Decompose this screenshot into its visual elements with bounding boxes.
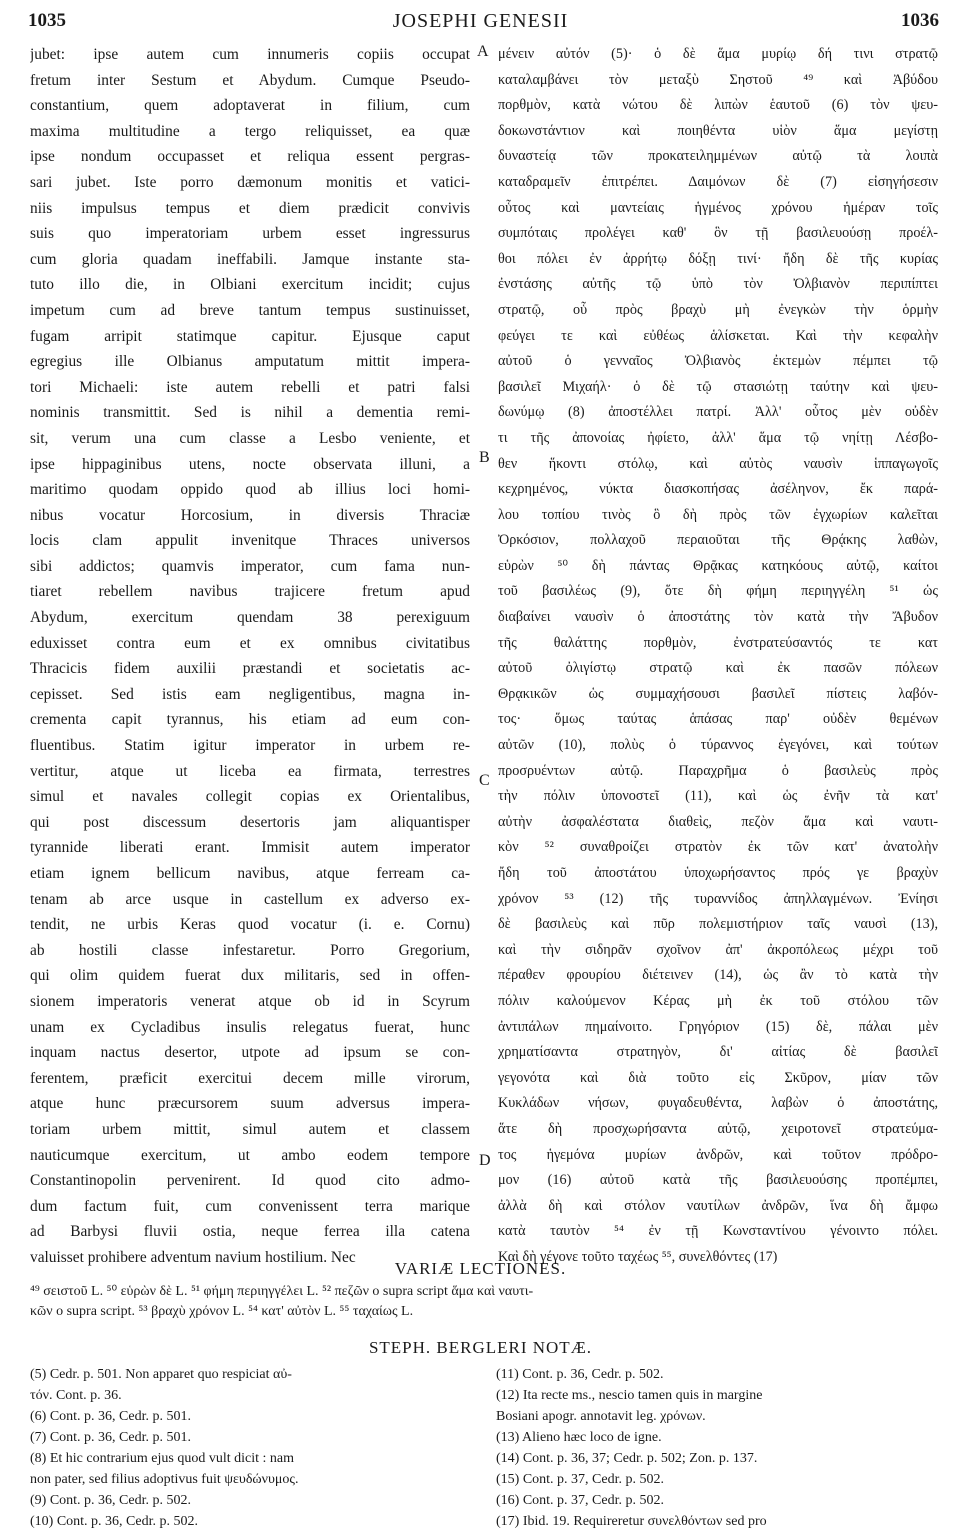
greek-text-line: προσρυέντων αὐτῷ. Παραχρῆμα ὁ βασιλεὺς πρὸς [498,762,938,779]
note-line: (13) Alieno hæc loco de igne. [496,1430,662,1445]
note-line: (9) Cont. p. 36, Cedr. p. 502. [30,1493,191,1508]
greek-text-line: Ὀρκόσιον, πολλαχοῦ περαιοῦται τῆς Θρᾴκης λαθὼν, [498,532,938,549]
note-line: (7) Cont. p. 36, Cedr. p. 501. [30,1430,191,1445]
greek-text-line: οὗτος καὶ μαντείαις ἡγμένος χρόνου ἡμέραν τοῖς [498,199,938,216]
latin-text-line: locis clam appulit invenitque Thraces universos [30,532,470,550]
latin-text-line: Abydum, exercitum quendam 38 perexiguum [30,609,470,627]
variae-lectiones-line: ⁴⁹ σειστοῦ L. ⁵⁰ εὑρὼν δὲ L. ⁵¹ φήμη περιηγγέλει L. ⁵² πεζῶν o supra script ἅμα καὶ ναυτι- [30,1284,534,1299]
latin-text-line: qui post discessum desertoris jam aliquantisper [30,813,470,831]
greek-text-line: δυναστείᾳ τῶν προκατειλημμένων αὐτῷ τὰ λοιπὰ [498,148,938,165]
latin-column [30,42,470,1271]
latin-text-line: tuto illo die, in Olbiani exercitum incidit; cujus [30,276,470,294]
latin-text-line: niis impulsus tempus et diem prædicit convivis [30,199,470,217]
latin-text-line: cum gloria quadam ineffabili. Jamque instante sta- [30,250,470,268]
latin-text-line: sari jubet. Iste porro dæmonum monitis et vatici- [30,173,470,191]
note-line: (6) Cont. p. 36, Cedr. p. 501. [30,1409,191,1424]
greek-text-line: συμπόταις προλέγει καθ' ὃν τῇ βασιλευούσῃ προέλ- [498,225,938,242]
latin-text-line: ab hostili classe infestaretur. Porro Gregorium, [30,941,470,959]
latin-text-line: crementa capit tyrannus, his etiam ad eum con- [30,711,470,729]
latin-text-line: tenam ab arce usque in castellum ex adverso ex- [30,890,470,908]
greek-text-line: Θρᾳκικῶν ὡς συμμαχήσουσι βασιλεῖ πίστεις λαβόν- [498,685,938,702]
greek-text-line: καταλαμβάνει τὸν μεταξὺ Σηστοῦ ⁴⁹ καὶ Ἀβύδου [498,71,938,88]
greek-text-line: τοῦ βασιλέως (9), ὅτε δὴ φήμη περιηγγέλη ⁵¹ ὡς [498,583,938,600]
greek-text-line: τὴν πόλιν ὑπονοστεῖ (11), καὶ ὡς ἐνῆν τὰ κατ' [498,788,938,805]
page-number-left: 1035 [28,10,66,31]
latin-text-line: dum factum fuit, cum convenissent terra marique [30,1197,470,1215]
greek-text-line: τος ἡγεμόνα μυρίων ἀνδρῶν, καὶ τοῦτον πρόδρο- [498,1146,938,1163]
greek-text-line: πορθμὸν, κατὰ νώτου δὲ λιπὼν ἑαυτοῦ (6) τὸν ψευ- [498,97,938,114]
greek-text-line: Κυκλάδων νήσων, φυγαδευθέντα, λαβὼν ὁ ἀποστάτης, [498,1095,938,1112]
latin-text-line: fretum inter Sestum et Abydum. Cumque Pseudo- [30,71,470,89]
latin-text-line: etiam ignem bellicum navibus, atque ferream ca- [30,865,470,882]
greek-text-line: δὲ βασιλεὺς καὶ πῦρ πολεμιστήριον ταῖς ναυσὶ (13), [498,916,938,933]
running-title: JOSEPHI GENESII [392,10,569,32]
latin-text-line: ferentem, præficit exercitui decem mille virorum, [30,1069,470,1087]
note-line: (17) Ibid. 19. Requireretur συνελθόντων sed pro [496,1514,767,1529]
latin-text-line: nauticumque exercitum, ut ambo eodem tempore [30,1146,470,1164]
latin-text-line: ad Barbysi fluvii ostia, neque ferrea illa catena [30,1223,470,1241]
latin-text-line: sit, verum una cum classe a Lesbo veniente, et [30,429,470,447]
greek-text-line: κεχρημένος, νύκτα διασκοπήσας ἀσέληνον, ἔκ παρά- [498,481,938,498]
latin-text-line: sibi addictos; quamvis imperator, cum fama nun- [30,557,470,575]
bergleri-notae-heading: STEPH. BERGLERI NOTÆ. [368,1338,593,1357]
note-line: τόν. Cont. p. 36. [30,1388,122,1403]
latin-text-line: inquam nactus desertor, utpote ad ipsum se con- [30,1044,470,1062]
latin-text-line: simul et navales collegit copias ex Orientalibus, [30,788,470,806]
latin-text-line: nibus vocatur Horcosium, in diversis Thraciæ [30,506,470,524]
greek-text-line: στρατῷ, οὗ πρὸς βραχὺ μὴ ἐνεγκὼν τὴν ὁρμὴν [498,301,938,318]
latin-text-line: tendit, ne urbis Keras quod vocatur (i. e. Cornu) [30,916,470,934]
latin-text-line: maritimo quodam oppido quod ab illius loci homi- [30,481,470,499]
notes-right-column [496,1364,936,1532]
section-marker-c: C [479,772,490,789]
latin-text-line: atque hunc præcursorem suum adversus impera- [30,1095,470,1113]
note-line: (10) Cont. p. 36, Cedr. p. 502. [30,1514,198,1529]
greek-text-line: γεγονότα καὶ διὰ τοῦτο εἰς Σκῦρον, μίαν τῶν [498,1069,938,1086]
greek-text-line: θεν ἥκοντι στόλῳ, καὶ αὐτὸς ναυσὶν ἱππαγωγοῖς [498,455,938,472]
latin-text-line: tyrannide liberati erant. Immisit autem imperator [30,839,470,857]
greek-text-line: καταδραμεῖν ἐπιτρέπει. Δαιμόνων δὲ (7) εἰσηγήσεσιν [498,173,938,190]
latin-text-line: Thracicis fidem auxilii præstandi et societatis ac- [30,660,470,678]
latin-text-line: toriam urbem mittit, simul autem et classem [30,1120,470,1138]
greek-text-line: λου τοπίου τινὸς ὃ δὴ πρὸς τῶν ἐγχωρίων καλεῖται [498,506,938,523]
latin-text-line: tiaret rebellem navibus trajicere fretum apud [30,583,470,601]
latin-text-line: fluentibus. Statim igitur imperator in urbem re- [30,737,470,755]
greek-text-line: χρόνον ⁵³ (12) τῆς τυραννίδος ἀπηλλαγμένων. Ἐνίησι [498,890,938,907]
greek-text-line: μένειν αὐτόν (5)· ὁ δὲ ἅμα μυρίῳ δή τινι στρατῷ [498,46,938,62]
greek-text-line: πέραθεν φρουρίου διέτεινεν (14), ὡς ἂν τὸ κατὰ τὴν [498,967,938,984]
latin-text-line: jubet: ipse autem cum innumeris copiis occupat [30,46,470,63]
variae-lectiones-heading: VARIÆ LECTIONES. [394,1259,567,1278]
latin-text-line: sionem imperatoris venerat atque ob id in Scyrum [30,992,470,1010]
latin-text-line: vertitur, atque ut liceba ea firmata, terrestres [30,762,470,780]
greek-text-line: ἀλλὰ δὴ καὶ στόλον ναυτίλων ἀνδρῶν, ἵνα δὴ ἄμφω [498,1197,938,1214]
greek-text-line: ἅτε δὴ προσχωρήσαντα αὐτῷ, χειροτονεῖ στρατεύμα- [498,1120,938,1137]
page-header [0,6,961,40]
greek-text-line: τος· ὅμως ταύτας ἁπάσας παρ' οὐδὲν θεμένων [498,711,938,728]
greek-text-line: δωνύμῳ (8) ἀποστέλλει πατρί. Ἀλλ' οὗτος μὲν οὐδὲν [498,404,938,421]
note-line: non pater, sed filius adoptivus fuit ψευδώνυμος. [30,1472,299,1487]
greek-text-line: ἐνστάσης αὐτῆς τῷ ὑπὸ τὸν Ὀλβιανὸν περιπίπτει [498,276,938,293]
latin-text-line: valuisset prohibere adventum navium hostilium. Nec [30,1248,356,1266]
note-line: (15) Cont. p. 37, Cedr. p. 502. [496,1472,664,1487]
greek-text-line: αὐτοῦ ὀλιγίστῳ στρατῷ καὶ ἐκ πασῶν πόλεων [498,660,938,677]
latin-text-line: unam ex Cycladibus insulis relegatus fuerat, hunc [30,1018,470,1036]
latin-text-line: ipse hippaginibus utens, nocte observata illuni, a [30,455,470,473]
latin-text-line: constantium, quem adoptaverat in filium, cum [30,97,470,115]
note-line: (14) Cont. p. 36, 37; Cedr. p. 502; Zon. p. 137. [496,1451,758,1466]
greek-text-line: δοκωνστάντιον καὶ ποιηθέντα υἱὸν ἅμα μεγίστῃ [498,122,938,139]
greek-column [498,42,938,1271]
greek-text-line: ἤδη τοῦ ἀποστάτου ὑποχωρήσαντος πρός γε βραχὺν [498,865,938,881]
note-line: (12) Ita recte ms., nescio tamen quis in margine [496,1388,763,1403]
greek-text-line: μον (16) αὐτοῦ κατὰ τῆς βασιλευούσης προπέμπει, [498,1172,938,1189]
latin-text-line: qui olim quidem fuerat dux militaris, sed in offen- [30,967,470,985]
latin-text-line: eduxisset contra eum et ex omnibus civitatibus [30,634,470,652]
note-line: Bosiani apogr. annotavit leg. χρόνων. [496,1409,706,1424]
latin-text-line: fugam arripit statimque capitur. Ejusque caput [30,327,470,345]
section-marker-d: D [479,1152,491,1169]
note-line: (11) Cont. p. 36, Cedr. p. 502. [496,1367,664,1382]
greek-text-line: Καὶ δὴ γέγονε τοῦτο ταχέως ⁵⁵, συνελθόντες (17) [498,1248,778,1265]
latin-text-line: ipse nondum occupasset et reliqua essent pergras- [30,148,470,166]
note-line: (5) Cedr. p. 501. Non apparet quo respiciat αὐ- [30,1367,292,1382]
note-line: (8) Et hic contrarium ejus quod vult dicit : nam [30,1451,294,1466]
greek-text-line: αὐτὴν ἀσφαλέστατα διαθεὶς, πεζὸν ἅμα καὶ ναυτι- [498,813,938,830]
latin-text-line: suis quo imperatoriam urbem esset ingressurus [30,225,470,243]
greek-text-line: καὶ τὴν σιδηρᾶν σχοῖνον ἀπ' ἀκροπόλεως μέχρι τοῦ [498,941,938,958]
greek-text-line: φεύγει τε καὶ εὐθέως ἁλίσκεται. Καὶ τὴν κεφαλὴν [498,327,938,344]
greek-text-line: πόλιν καλούμενον Κέρας μὴ ἐκ τοῦ στόλου τῶν [498,992,938,1009]
greek-text-line: θοι πόλει ἐν ἀρρήτῳ δόξῃ τινί· ἤδη δὲ τῆς κυρίας [498,250,938,267]
variae-lectiones-line: κῶν o supra script. ⁵³ βραχὺ χρόνον L. ⁵⁴ κατ' αὐτὸν L. ⁵⁵ ταχαίως L. [30,1304,414,1319]
notes-left-column [30,1364,470,1532]
note-line: (16) Cont. p. 37, Cedr. p. 502. [496,1493,664,1508]
greek-text-line: διαβαίνει ναυσὶν ὁ ἀποστάτης τὸν κατὰ τὴν Ἄβυδον [498,609,938,626]
latin-text-line: nominis transmittit. Sed is nihil a dementia remi- [30,404,470,422]
latin-text-line: tori Michaeli: iste autem rebelli et patri falsi [30,378,470,396]
greek-text-line: τι τῆς ἀπονοίας ἠφίετο, ἀλλ' ἅμα τῷ νηίτῃ Λέσβο- [498,429,938,446]
latin-text-line: Constantinopolin pervenirent. Id quod cito admo- [30,1172,470,1190]
latin-text-line: maxima multitudine a tergo reliquisset, ea quæ [30,122,470,140]
latin-text-line: impetum cum ad breve tantum tempus sustinuisset, [30,301,470,319]
greek-text-line: χρηματίσαντα στρατηγὸν, δι' αἰτίας δὲ βασιλεῖ [498,1044,938,1061]
page-number-right: 1036 [901,10,939,31]
section-marker-a: A [477,43,489,60]
greek-text-line: κατὰ ταυτὸν ⁵⁴ ἐν τῇ Κωνσταντίνου γένοιντο πόλει. [498,1223,938,1240]
greek-text-line: κὸν ⁵² συναθροίζει στρατὸν ἐκ τῶν κατ' ἀνατολὴν [498,839,938,856]
greek-text-line: αὐτοῦ ὁ γενναῖος Ὀλβιανὸς ἐκτεμὼν πέμπει τῷ [498,353,938,370]
greek-text-line: ἀντιπάλων πημαίνοιτο. Γρηγόριον (15) δὲ, πάλαι μὲν [498,1018,938,1035]
latin-text-line: egregius ille Olbianus amputatum mittit impera- [30,353,470,371]
greek-text-line: εὑρὼν ⁵⁰ δὴ πάντας Θρᾷκας κατηκόους αὐτῷ, καίτοι [498,557,938,574]
latin-text-line: cepisset. Sed istis eam negligentibus, magna in- [30,685,470,703]
greek-text-line: αὐτῶν (10), πολὺς ὁ τύραννος ἐγεγόνει, καὶ τούτων [498,737,938,754]
greek-text-line: βασιλεῖ Μιχαήλ· ὁ δὲ τῷ στασιώτῃ ταύτην καὶ ψευ- [498,378,938,395]
greek-text-line: τῆς θαλάττης πορθμὸν, ἐνστρατεύσαντός τε κατ [498,634,938,651]
section-marker-b: B [479,449,490,466]
